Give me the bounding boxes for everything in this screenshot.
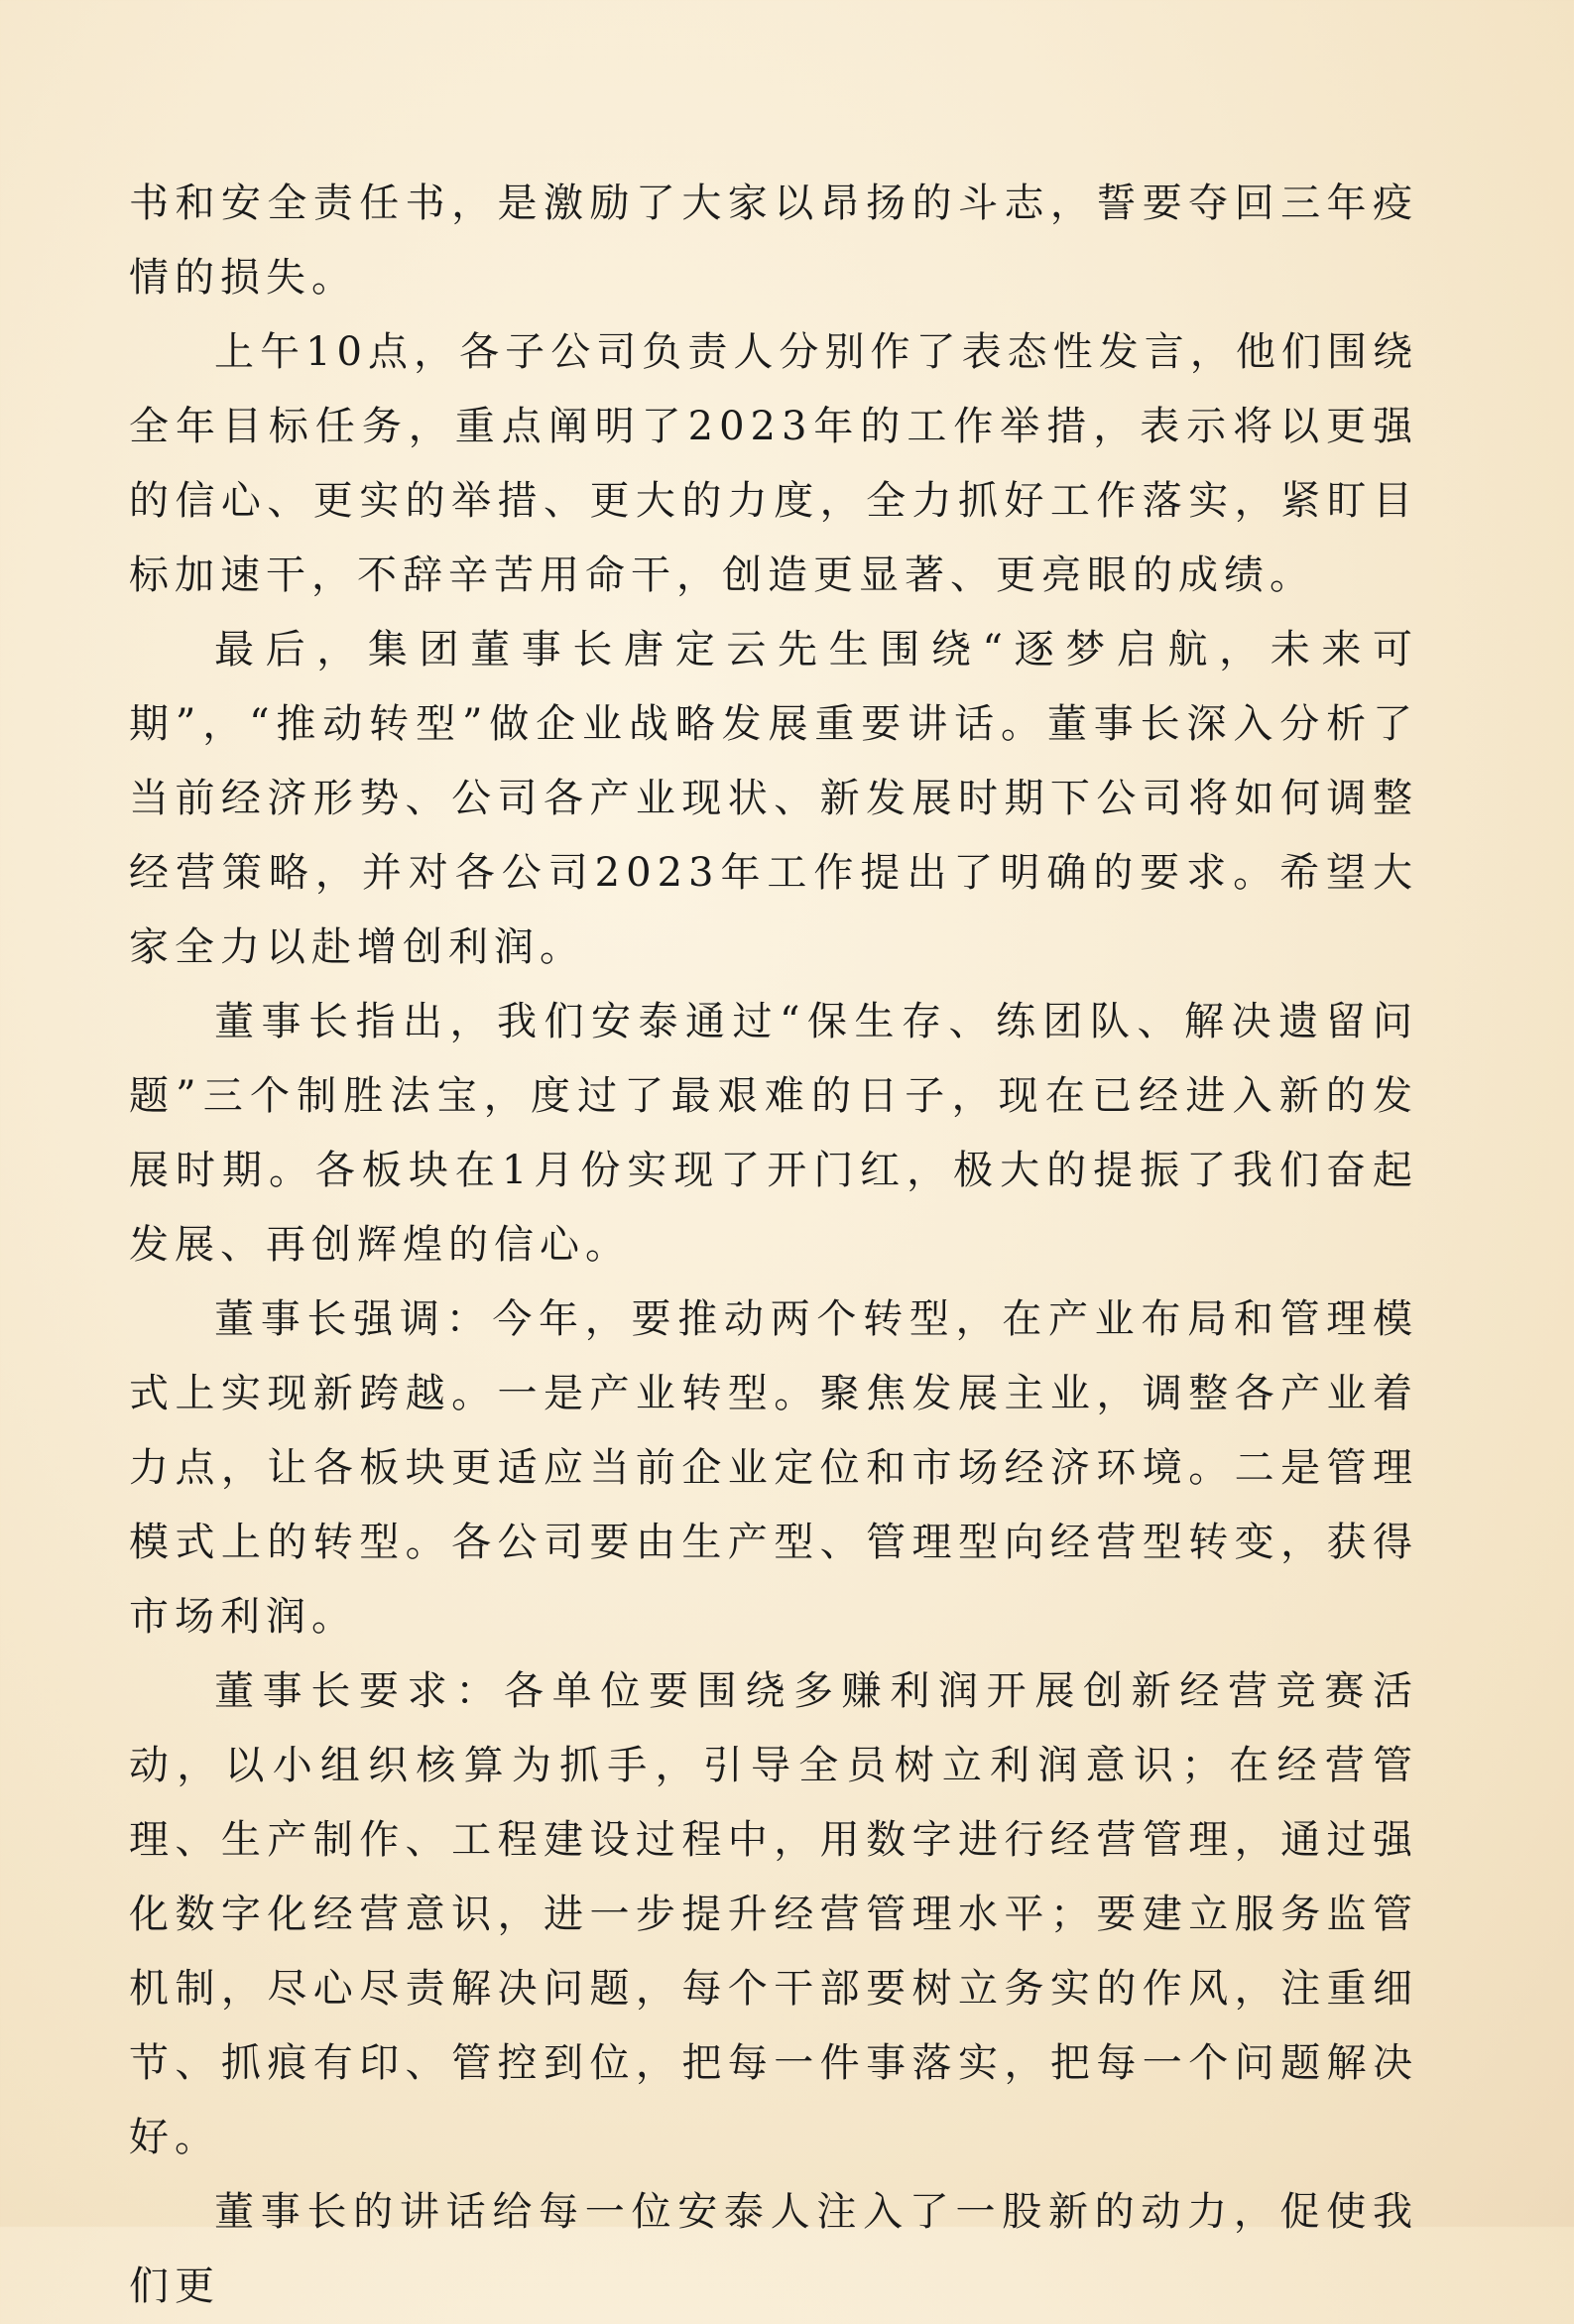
paragraph-chairman-pointed-out: 董事长指出，我们安泰通过“保生存、练团队、解决遗留问题”三个制胜法宝，度过了最艰难的日子，现在已经进入新的发展时期。各板块在1月份实现了开门红，极大的提振了我们奋起发展、再创辉煌的信心。 (129, 999, 1418, 1268)
paragraph-statements: 上午10点，各子公司负责人分别作了表态性发言，他们围绕全年目标任务，重点阐明了2023年的工作举措，表示将以更强的信心、更实的举措、更大的力度，全力抓好工作落实，紧盯目标加速干，不辞辛苦用命干，创造更显著、更亮眼的成绩。 (129, 329, 1418, 598)
paragraph-chairman-speech: 最后，集团董事长唐定云先生围绕“逐梦启航，未来可期”，“推动转型”做企业战略发展重要讲话。董事长深入分析了当前经济形势、公司各产业现状、新发展时期下公司将如何调整经营策略，并对各公司2023年工作提出了明确的要求。希望大家全力以赴增创利润。 (129, 627, 1418, 970)
paragraph-closing: 董事长的讲话给每一位安泰人注入了一股新的动力，促使我们更 (129, 2189, 1418, 2309)
paragraph-continued: 书和安全责任书，是激励了大家以昂扬的斗志，誓要夺回三年疫情的损失。 (129, 181, 1418, 301)
paragraph-chairman-emphasized: 董事长强调：今年，要推动两个转型，在产业布局和管理模式上实现新跨越。一是产业转型。聚焦发展主业，调整各产业着力点，让各板块更适应当前企业定位和市场经济环境。二是管理模式上的转型。各公司要由生产型、管理型向经营型转变，获得市场利润。 (129, 1296, 1418, 1640)
document-body (129, 167, 1418, 2324)
paragraph-chairman-requirements: 董事长要求：各单位要围绕多赚利润开展创新经营竞赛活动，以小组织核算为抓手，引导全员树立利润意识；在经营管理、生产制作、工程建设过程中，用数字进行经营管理，通过强化数字化经营意识，进一步提升经营管理水平；要建立服务监管机制，尽心尽责解决问题，每个干部要树立务实的作风，注重细节、抓痕有印、管控到位，把每一件事落实，把每一个问题解决好。 (129, 1668, 1418, 2160)
